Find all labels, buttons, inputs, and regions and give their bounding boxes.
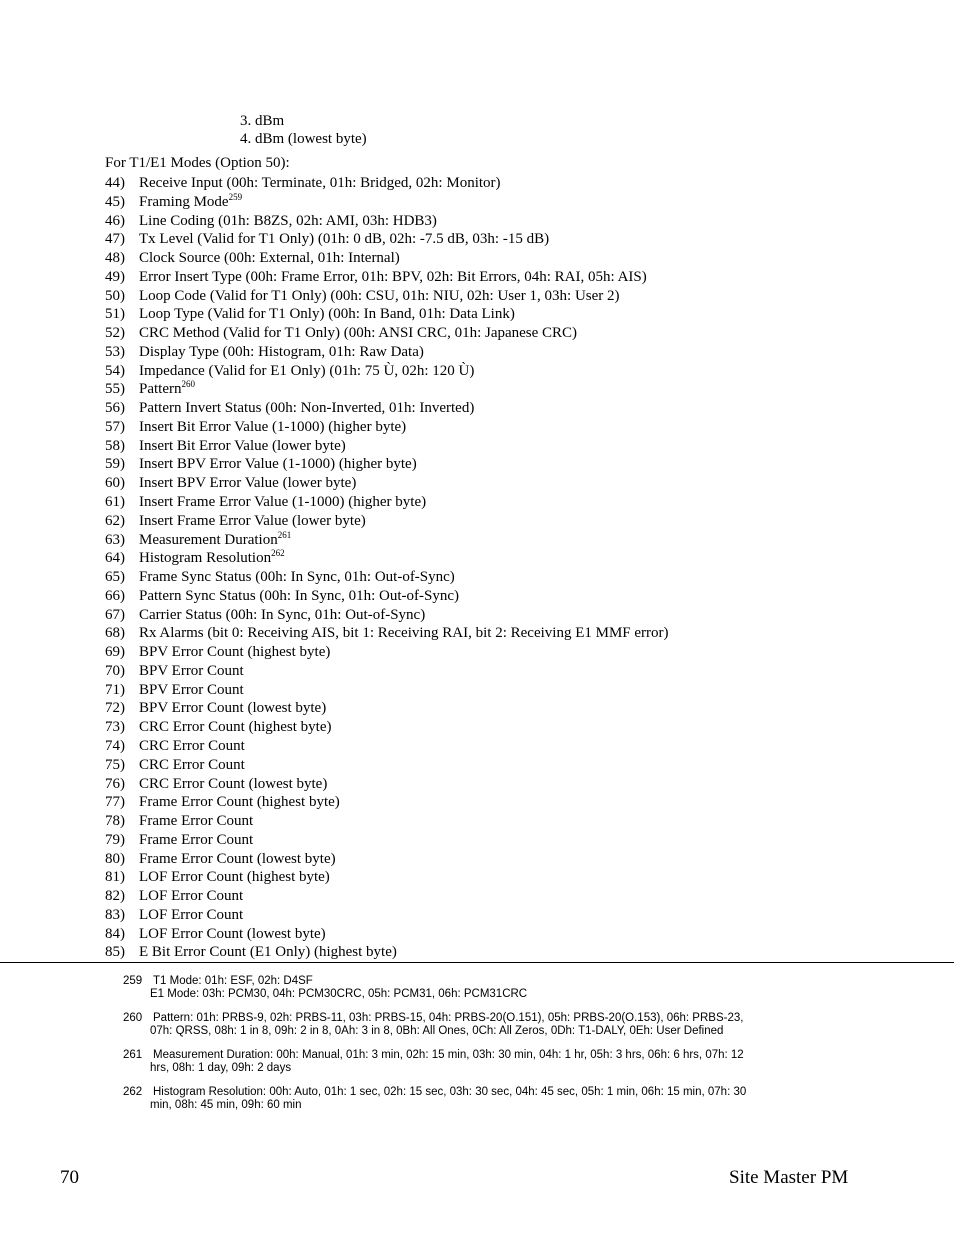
list-item-text: Insert BPV Error Value (lower byte) [139,475,357,492]
list-item-text: LOF Error Count (lowest byte) [139,925,326,942]
list-item-text: Insert BPV Error Value (1-1000) (higher byte) [139,456,417,473]
footnote-text: T1 Mode: 01h: ESF, 02h: D4SF [153,975,313,987]
list-item [105,249,925,268]
list-item [105,925,925,944]
footnote [123,1086,823,1112]
list-item-text: Rx Alarms (bit 0: Receiving AIS, bit 1: Receiving RAI, bit 2: Receiving E1 MMF error) [139,625,669,642]
list-item-text: Pattern Invert Status (00h: Non-Inverted, 01h: Inverted) [139,400,475,417]
list-item [105,193,925,212]
list-item [105,831,925,850]
list-item-text: Clock Source (00h: External, 01h: Internal) [139,250,400,267]
list-item-text: BPV Error Count (highest byte) [139,644,331,661]
continued-list [240,112,367,148]
footnote-ref[interactable]: 259 [228,191,243,202]
list-item-text: Insert Bit Error Value (lower byte) [139,437,346,454]
continued-item: 3. dBm [240,113,285,129]
list-item-text: Frame Error Count [139,813,254,830]
footnote-text: 07h: QRSS, 08h: 1 in 8, 09h: 2 in 8, 0Ah: 3 in 8, 0Bh: All Ones, 0Ch: All Zeros, 0Dh: T1-DALY, 0Eh: User Defined [150,1025,724,1037]
list-item [105,305,925,324]
list-item-number: 54) [105,362,125,379]
list-item-text: LOF Error Count [139,888,244,905]
document-title: Site Master PM [729,1167,849,1188]
list-item [105,380,925,399]
list-item-text: BPV Error Count [139,662,244,679]
list-item-number: 69) [105,644,125,661]
list-item [105,287,925,306]
list-item [105,737,925,756]
footnote [123,975,823,1001]
list-item-text: Impedance (Valid for E1 Only) (01h: 75 Ù, 02h: 120 Ù) [139,362,475,379]
footnote-number: 259 [123,975,143,987]
list-item [105,868,925,887]
list-item-text: Display Type (00h: Histogram, 01h: Raw Data) [139,343,424,360]
list-item-text: Receive Input (00h: Terminate, 01h: Bridged, 02h: Monitor) [139,175,501,191]
list-item [105,549,925,568]
list-item-number: 67) [105,606,125,623]
list-item-number: 73) [105,719,125,736]
list-item-number: 56) [105,400,125,417]
list-item-number: 76) [105,775,125,792]
list-item-number: 48) [105,250,125,267]
list-item-number: 63) [105,531,125,548]
list-item-number: 57) [105,418,125,435]
list-item [105,568,925,587]
list-item-text: E Bit Error Count (E1 Only) (highest byte) [139,944,397,961]
list-item-number: 46) [105,212,125,229]
list-item-number: 72) [105,700,125,717]
list-item-number: 44) [105,175,125,191]
list-item [105,493,925,512]
list-item-text: Measurement Duration [139,531,278,548]
list-item-number: 71) [105,681,125,698]
footnote [123,1049,823,1075]
list-item-number: 85) [105,944,125,961]
list-item [105,587,925,606]
list-item [105,418,925,437]
list-item-number: 74) [105,737,125,754]
list-item-text: Framing Mode [139,193,229,210]
footnote-number: 260 [123,1012,143,1024]
list-item [105,343,925,362]
list-item [105,212,925,231]
list-item-number: 49) [105,268,125,285]
list-item-text: LOF Error Count [139,906,244,923]
list-item [105,756,925,775]
footnote-ref[interactable]: 261 [277,529,292,540]
list-item-number: 78) [105,813,125,830]
list-item-number: 82) [105,888,125,905]
footnote-ref[interactable]: 262 [271,548,285,559]
list-item [105,324,925,343]
list-item-text: Loop Type (Valid for T1 Only) (00h: In Band, 01h: Data Link) [139,306,515,323]
list-item-number: 61) [105,494,125,511]
list-item-text: CRC Error Count [139,756,245,773]
list-item [105,887,925,906]
list-item-text: Insert Bit Error Value (1-1000) (higher byte) [139,418,407,435]
list-item-number: 75) [105,756,125,773]
list-item [105,850,925,869]
list-item-text: Pattern [139,381,182,398]
list-item [105,718,925,737]
list-item-text: Frame Error Count (highest byte) [139,794,340,811]
list-item [105,474,925,493]
footnote-text: Pattern: 01h: PRBS-9, 02h: PRBS-11, 03h: PRBS-15, 04h: PRBS-20(O.151), 05h: PRBS-20(O.153), 06h: PRBS-23, [153,1012,744,1024]
list-item-text: CRC Error Count (lowest byte) [139,775,328,792]
list-item [105,230,925,249]
list-item [105,268,925,287]
list-item-number: 70) [105,662,125,679]
list-item-number: 81) [105,869,125,886]
list-item-number: 68) [105,625,125,642]
list-item-text: Line Coding (01h: B8ZS, 02h: AMI, 03h: HDB3) [139,212,437,229]
list-item-number: 59) [105,456,125,473]
list-item-number: 52) [105,325,125,342]
list-item [105,943,925,962]
list-item-text: CRC Method (Valid for T1 Only) (00h: ANSI CRC, 01h: Japanese CRC) [139,325,578,342]
list-item-text: Carrier Status (00h: In Sync, 01h: Out-of-Sync) [139,606,426,623]
list-item-number: 55) [105,381,125,398]
list-item [105,531,925,550]
list-item-number: 45) [105,193,125,210]
footnote-text: Measurement Duration: 00h: Manual, 01h: 3 min, 02h: 15 min, 03h: 30 min, 04h: 1 hr, 05h: 3 hrs, 06h: 6 hrs, 07h: 12 [153,1049,744,1061]
list-item-number: 66) [105,587,125,604]
list-item-text: BPV Error Count (lowest byte) [139,700,327,717]
list-item-number: 64) [105,550,125,567]
list-item-number: 83) [105,906,125,923]
footnote-text: Histogram Resolution: 00h: Auto, 01h: 1 sec, 02h: 15 sec, 03h: 30 sec, 04h: 45 sec, 05h: 1 min, 06h: 15 min, 07h: 30 [153,1086,747,1098]
list-item [105,512,925,531]
list-item-number: 47) [105,231,125,248]
footnote-number: 261 [123,1049,143,1061]
footnote-text: E1 Mode: 03h: PCM30, 04h: PCM30CRC, 05h: PCM31, 06h: PCM31CRC [150,988,528,1000]
list-item [105,643,925,662]
list-item-text: Insert Frame Error Value (1-1000) (higher byte) [139,494,427,511]
list-item-text: Frame Sync Status (00h: In Sync, 01h: Out-of-Sync) [139,569,455,586]
footnote-ref[interactable]: 260 [181,379,195,390]
list-item [105,793,925,812]
list-item-text: Error Insert Type (00h: Frame Error, 01h: BPV, 02h: Bit Errors, 04h: RAI, 05h: AIS) [139,268,647,285]
list-item [105,174,925,193]
list-item-text: Histogram Resolution [139,550,272,567]
list-item-text: Loop Code (Valid for T1 Only) (00h: CSU, 01h: NIU, 02h: User 1, 03h: User 2) [139,287,620,304]
list-item [105,624,925,643]
list-item-number: 50) [105,287,125,304]
footnote [123,1012,823,1038]
footnote-text: hrs, 08h: 1 day, 09h: 2 days [150,1062,292,1074]
list-item [105,699,925,718]
list-item-text: LOF Error Count (highest byte) [139,869,330,886]
list-item-number: 60) [105,475,125,492]
list-item-number: 51) [105,306,125,323]
list-item-text: Pattern Sync Status (00h: In Sync, 01h: Out-of-Sync) [139,587,459,604]
list-item-text: BPV Error Count [139,681,244,698]
footnote-text: min, 08h: 45 min, 09h: 60 min [150,1099,302,1111]
list-item [105,399,925,418]
footnotes [123,975,823,1123]
list-item-number: 62) [105,512,125,529]
list-item [105,681,925,700]
footnote-number: 262 [123,1086,143,1098]
list-item [105,906,925,925]
list-item-text: CRC Error Count (highest byte) [139,719,332,736]
list-item-text: Frame Error Count [139,831,254,848]
list-item [105,362,925,381]
list-item [105,662,925,681]
page-number: 70 [60,1167,79,1188]
list-item-text: Frame Error Count (lowest byte) [139,850,336,867]
list-item [105,775,925,794]
continued-item: 4. dBm (lowest byte) [240,131,367,147]
list-item [105,455,925,474]
list-item-number: 79) [105,831,125,848]
list-item-number: 84) [105,925,125,942]
section-intro: For T1/E1 Modes (Option 50): [105,155,290,171]
list-item [105,606,925,625]
list-item-number: 58) [105,437,125,454]
list-item-number: 80) [105,850,125,867]
list-item [105,812,925,831]
footnote-divider [0,962,954,963]
list-item-number: 65) [105,569,125,586]
parameter-list [105,174,925,962]
list-item [105,437,925,456]
list-item-text: Tx Level (Valid for T1 Only) (01h: 0 dB, 02h: -7.5 dB, 03h: -15 dB) [139,231,550,248]
list-item-text: Insert Frame Error Value (lower byte) [139,512,366,529]
list-item-number: 53) [105,343,125,360]
list-item-text: CRC Error Count [139,737,245,754]
list-item-number: 77) [105,794,125,811]
